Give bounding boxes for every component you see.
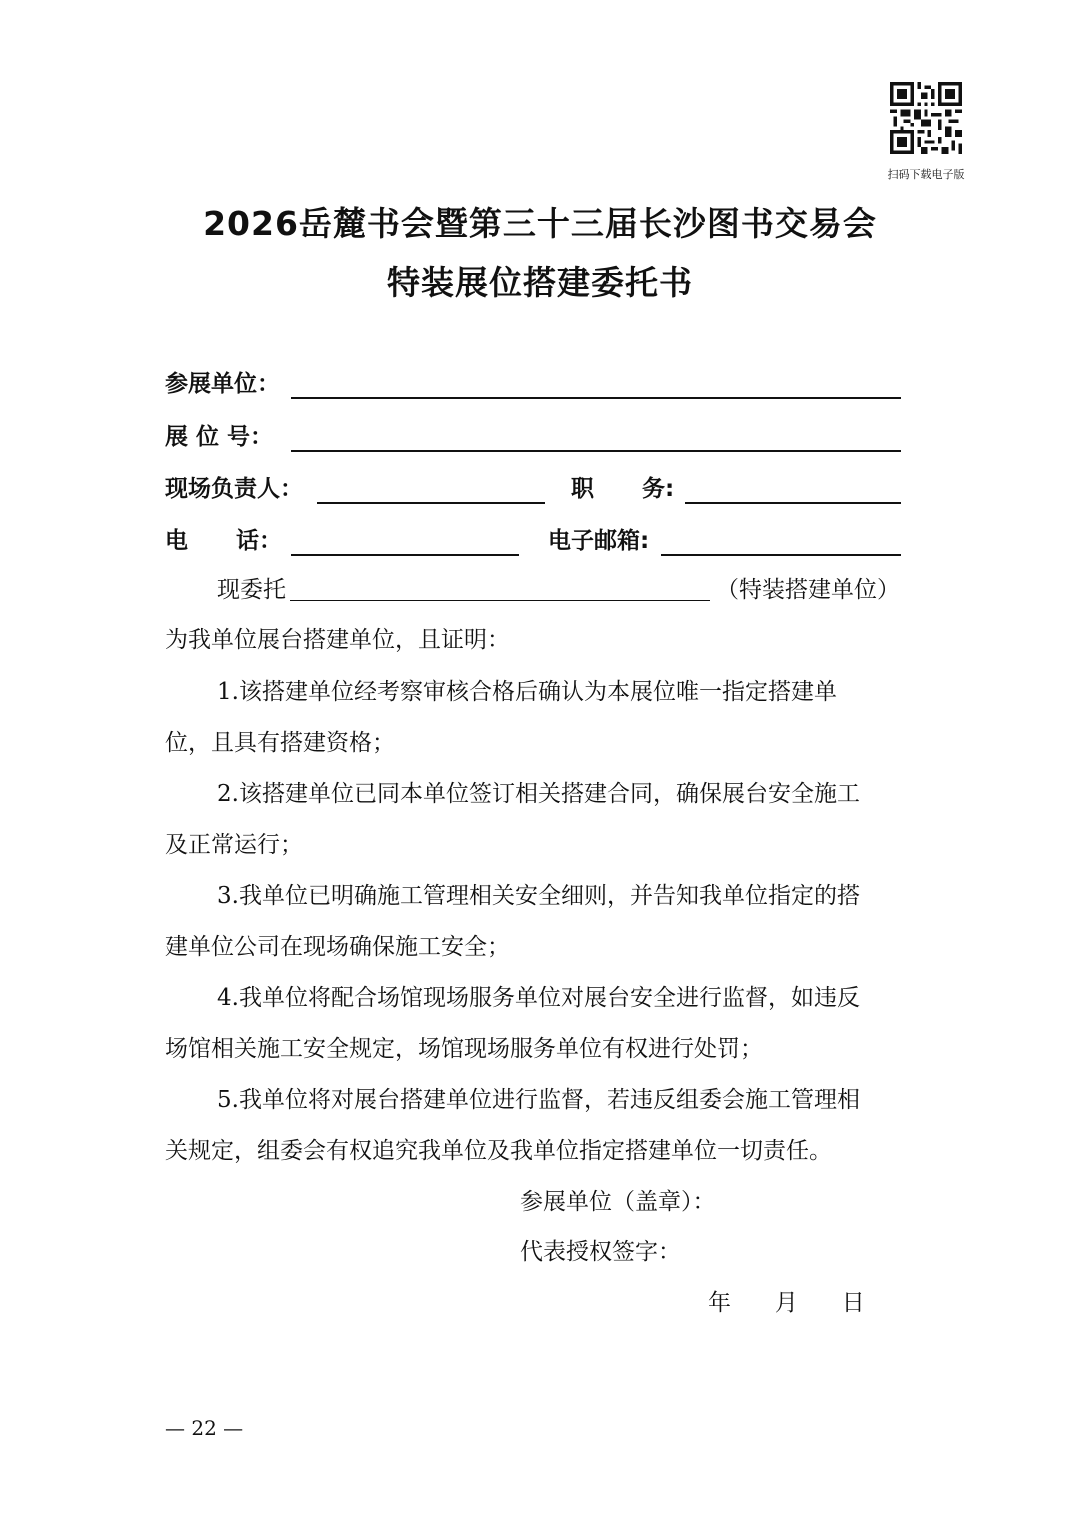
exhibitor-row xyxy=(165,367,905,401)
contact-row xyxy=(165,524,905,558)
clause-1-line2: 位，且具有搭建资格； xyxy=(165,730,395,756)
entrust-prefix: 现委托 xyxy=(217,577,286,603)
exhibitor-label: 参展单位： xyxy=(165,371,280,397)
entrust-line2: 为我单位展台搭建单位，且证明： xyxy=(165,627,510,653)
clause-1-line1: 1.该搭建单位经考察审核合格后确认为本展位唯一指定搭建单 xyxy=(217,679,837,705)
seal-label: 参展单位（盖章）： xyxy=(520,1189,716,1215)
document-title: 2026岳麓书会暨第三十三届长沙图书交易会 xyxy=(203,204,877,243)
email-field[interactable] xyxy=(661,554,901,556)
clause-3-line1: 3.我单位已明确施工管理相关安全细则，并告知我单位指定的搭 xyxy=(217,883,860,909)
qr-caption: 扫码下载电子版 xyxy=(887,168,965,181)
phone-field[interactable] xyxy=(291,554,519,556)
clause-2-line2: 及正常运行； xyxy=(165,832,303,858)
document-subtitle: 特装展位搭建委托书 xyxy=(387,263,693,302)
clause-5-line1: 5.我单位将对展台搭建单位进行监督，若违反组委会施工管理相 xyxy=(217,1087,860,1113)
builder-field[interactable] xyxy=(290,600,710,601)
clause-3-line2: 建单位公司在现场确保施工安全； xyxy=(165,934,510,960)
booth-label: 展 位 号： xyxy=(165,424,274,450)
position-field[interactable] xyxy=(685,502,901,504)
qr-code-icon xyxy=(890,82,962,154)
clause-5-line2: 关规定，组委会有权追究我单位及我单位指定搭建单位一切责任。 xyxy=(165,1138,832,1164)
booth-row xyxy=(165,420,905,454)
position-label: 职 务: xyxy=(571,476,675,502)
phone-label: 电 话： xyxy=(165,528,283,554)
entrust-suffix: （特装搭建单位） xyxy=(716,577,900,603)
page-number: — 22 — xyxy=(165,1416,244,1440)
clause-2-line1: 2.该搭建单位已同本单位签订相关搭建合同，确保展台安全施工 xyxy=(217,781,860,807)
clause-4-line1: 4.我单位将配合场馆现场服务单位对展台安全进行监督，如违反 xyxy=(217,985,860,1011)
exhibitor-field[interactable] xyxy=(291,397,901,399)
email-label: 电子邮箱: xyxy=(548,528,650,554)
clause-4-line2: 场馆相关施工安全规定，场馆现场服务单位有权进行处罚； xyxy=(165,1036,763,1062)
booth-field[interactable] xyxy=(291,450,901,452)
manager-label: 现场负责人： xyxy=(165,476,303,502)
sign-label: 代表授权签字： xyxy=(520,1239,681,1265)
date-label: 年 月 日 xyxy=(708,1290,865,1316)
manager-row xyxy=(165,472,905,506)
manager-field[interactable] xyxy=(317,502,545,504)
